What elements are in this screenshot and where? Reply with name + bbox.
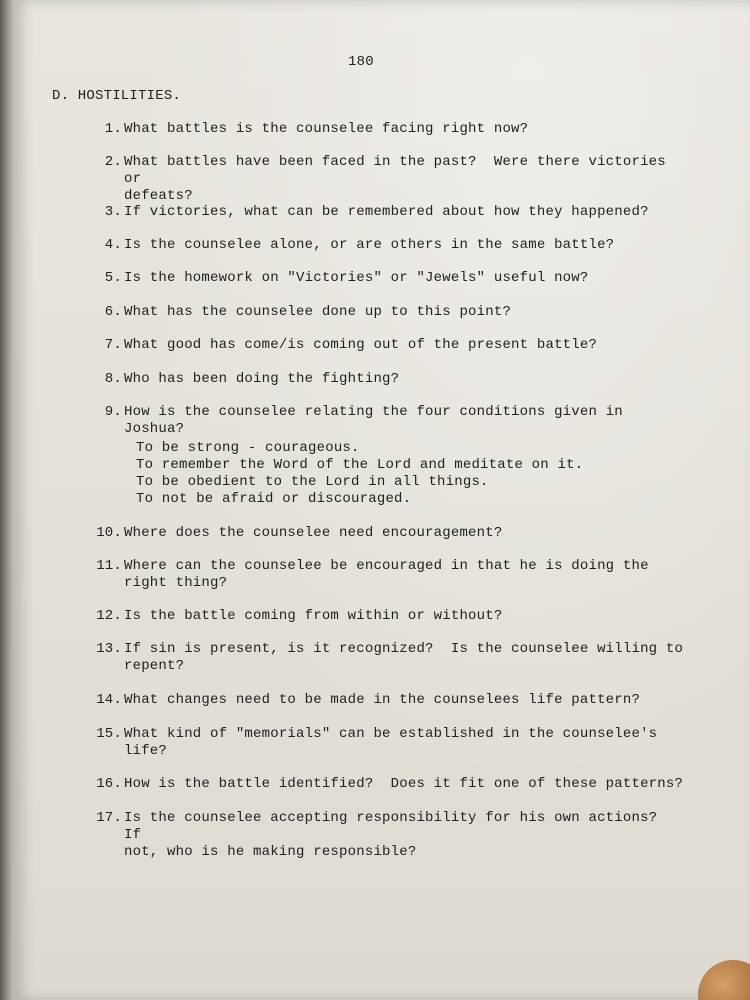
item-text: If sin is present, is it recognized? Is the counselee willing to repent? xyxy=(124,641,684,674)
item-number: 14. xyxy=(96,692,122,708)
item-number: 6. xyxy=(104,304,122,320)
item-number: 8. xyxy=(104,371,122,387)
item-number: 1. xyxy=(104,121,122,137)
conditions-list xyxy=(136,440,583,508)
condition-line: To remember the Word of the Lord and meditate on it. xyxy=(136,457,584,473)
item-text: Is the counselee accepting responsibility for his own actions? If not, who is he making responsible? xyxy=(124,810,658,860)
item-number: 13. xyxy=(96,641,122,657)
item-number: 9. xyxy=(104,404,122,420)
item-text: What battles is the counselee facing right now? xyxy=(124,121,529,137)
item-text: Is the counselee alone, or are others in the same battle? xyxy=(124,237,615,253)
item-text: What changes need to be made in the counselees life pattern? xyxy=(124,692,641,708)
condition-line: To be strong - courageous. xyxy=(136,440,360,456)
item-text: What battles have been faced in the past? Were there victories or defeats? xyxy=(124,154,666,204)
item-text: How is the counselee relating the four conditions given in Joshua? xyxy=(124,404,632,437)
item-text: How is the battle identified? Does it fit one of these patterns? xyxy=(124,776,684,792)
section-title: D. HOSTILITIES. xyxy=(52,88,182,104)
item-number: 2. xyxy=(104,154,122,170)
item-number: 11. xyxy=(96,558,122,574)
item-number: 16. xyxy=(96,776,122,792)
item-number: 4. xyxy=(104,237,122,253)
item-text: Is the battle coming from within or without? xyxy=(124,608,503,624)
item-number: 12. xyxy=(96,608,122,624)
item-text: What good has come/is coming out of the present battle? xyxy=(124,337,598,353)
item-number: 3. xyxy=(104,204,122,220)
item-text: Who has been doing the fighting? xyxy=(124,371,400,387)
condition-line: To be obedient to the Lord in all things. xyxy=(136,474,489,490)
item-number: 17. xyxy=(96,810,122,826)
item-text: If victories, what can be remembered about how they happened? xyxy=(124,204,649,220)
item-number: 15. xyxy=(96,726,122,742)
item-text: Where can the counselee be encouraged in that he is doing the right thing? xyxy=(124,558,649,591)
page-content xyxy=(14,0,750,1000)
item-text: Where does the counselee need encouragement? xyxy=(124,525,503,541)
item-number: 10. xyxy=(96,525,122,541)
item-text: What has the counselee done up to this point? xyxy=(124,304,512,320)
paper-page xyxy=(14,0,750,1000)
item-number: 5. xyxy=(104,270,122,286)
item-text: Is the homework on "Victories" or "Jewels" useful now? xyxy=(124,270,589,286)
item-text: What kind of "memorials" can be established in the counselee's life? xyxy=(124,726,658,759)
condition-line: To not be afraid or discouraged. xyxy=(136,491,412,507)
page-number: 180 xyxy=(348,54,374,70)
item-number: 7. xyxy=(104,337,122,353)
